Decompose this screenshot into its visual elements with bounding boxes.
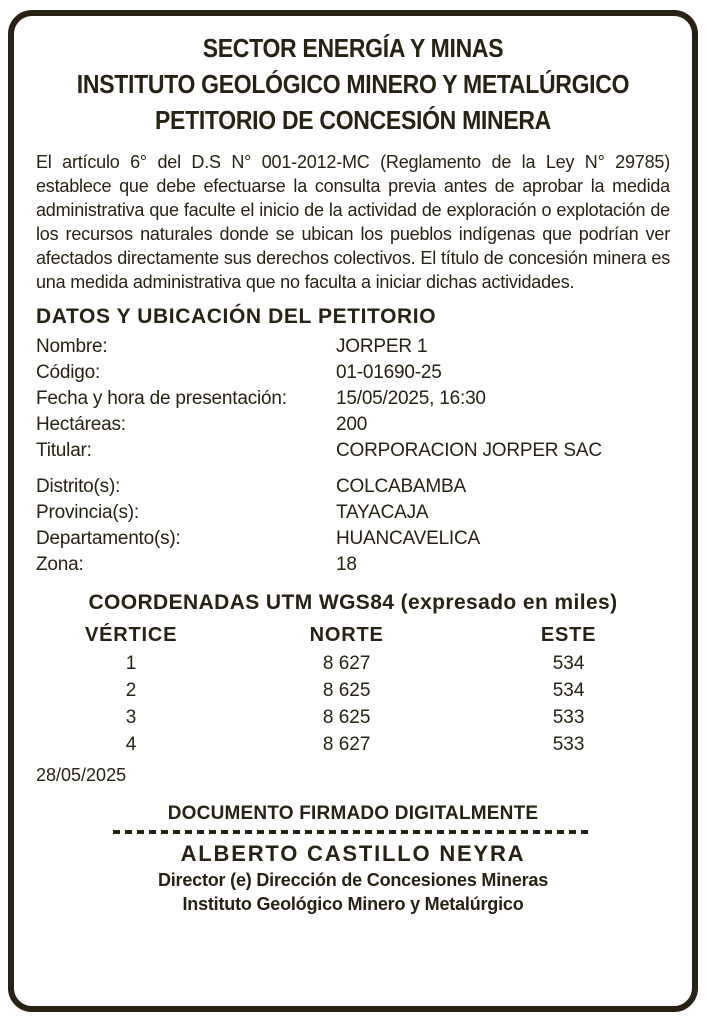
field-label: Código: bbox=[36, 362, 101, 383]
field-label: Distrito(s): bbox=[36, 476, 121, 497]
field-label: Hectáreas: bbox=[36, 414, 126, 435]
field-label: Provincia(s): bbox=[36, 502, 139, 523]
doc-title-petition: PETITORIO DE CONCESIÓN MINERA bbox=[155, 105, 551, 135]
cell-vertice: 3 bbox=[125, 707, 137, 728]
cell-norte: 8 625 bbox=[322, 680, 371, 701]
document-sheet bbox=[8, 10, 698, 1012]
coordinates-header-row bbox=[36, 620, 670, 650]
table-row bbox=[36, 704, 670, 731]
field-label: Zona: bbox=[36, 554, 84, 575]
field-row-provincia bbox=[36, 500, 670, 526]
location-fields bbox=[36, 474, 670, 578]
digitally-signed-note: DOCUMENTO FIRMADO DIGITALMENTE bbox=[167, 803, 539, 824]
field-value: 01-01690-25 bbox=[336, 362, 442, 383]
field-row-codigo bbox=[36, 360, 670, 386]
field-value: 18 bbox=[336, 554, 357, 575]
signature-divider bbox=[113, 830, 593, 834]
coordinates-heading: COORDENADAS UTM WGS84 (expresado en miles) bbox=[88, 591, 618, 614]
cell-este: 533 bbox=[552, 734, 585, 755]
cell-este: 534 bbox=[552, 653, 585, 674]
cell-vertice: 4 bbox=[125, 734, 137, 755]
field-label: Departamento(s): bbox=[36, 528, 181, 549]
field-value: HUANCAVELICA bbox=[336, 528, 481, 549]
document-header bbox=[36, 30, 670, 138]
cell-vertice: 2 bbox=[125, 680, 137, 701]
field-row-distrito bbox=[36, 474, 670, 500]
field-label: Fecha y hora de presentación: bbox=[36, 388, 287, 409]
field-value: 200 bbox=[336, 414, 368, 435]
table-row bbox=[36, 650, 670, 677]
cell-norte: 8 625 bbox=[322, 707, 371, 728]
signatory-institution: Instituto Geológico Minero y Metalúrgico bbox=[182, 894, 524, 914]
field-row-departamento bbox=[36, 526, 670, 552]
cell-norte: 8 627 bbox=[322, 734, 371, 755]
signatory-title: Director (e) Dirección de Concesiones Mineras bbox=[157, 870, 549, 890]
field-row-fecha bbox=[36, 386, 670, 412]
field-row-nombre bbox=[36, 334, 670, 360]
table-row bbox=[36, 731, 670, 758]
col-header-este: ESTE bbox=[540, 624, 597, 646]
field-row-zona bbox=[36, 552, 670, 578]
doc-title-sector: SECTOR ENERGÍA Y MINAS bbox=[202, 33, 504, 63]
cell-norte: 8 627 bbox=[322, 653, 371, 674]
intro-paragraph: El artículo 6° del D.S N° 001-2012-MC (Reglamento de la Ley N° 29785) establece que debe efectuarse la consulta previa antes de aprobar la medida administrativa que faculte el inicio de la actividad de exploración o explotación de los recursos naturales donde se ubican los pueblos indígenas que podrían ver afectados directamente sus derechos colectivos. El título de concesión minera es una medida administrativa que no faculta a iniciar dichas actividades. bbox=[36, 152, 670, 292]
field-value: TAYACAJA bbox=[336, 502, 429, 523]
doc-title-institute: INSTITUTO GEOLÓGICO MINERO Y METALÚRGICO bbox=[76, 69, 630, 99]
cell-este: 533 bbox=[552, 707, 585, 728]
signatory-name: ALBERTO CASTILLO NEYRA bbox=[180, 841, 526, 866]
signature-block bbox=[36, 802, 670, 916]
cell-vertice: 1 bbox=[125, 653, 137, 674]
section-heading-datos: DATOS Y UBICACIÓN DEL PETITORIO bbox=[36, 305, 437, 328]
coordinates-table bbox=[36, 620, 670, 758]
col-header-vertice: VÉRTICE bbox=[84, 624, 178, 646]
petition-fields bbox=[36, 334, 670, 464]
field-label: Nombre: bbox=[36, 336, 108, 357]
publication-date: 28/05/2025 bbox=[36, 765, 127, 785]
field-row-hectareas bbox=[36, 412, 670, 438]
col-header-norte: NORTE bbox=[309, 624, 384, 646]
field-label: Titular: bbox=[36, 440, 92, 461]
cell-este: 534 bbox=[552, 680, 585, 701]
field-value: CORPORACION JORPER SAC bbox=[336, 440, 602, 461]
field-value: JORPER 1 bbox=[336, 336, 428, 357]
field-value: 15/05/2025, 16:30 bbox=[336, 388, 486, 409]
field-row-titular bbox=[36, 438, 670, 464]
table-row bbox=[36, 677, 670, 704]
field-value: COLCABAMBA bbox=[336, 476, 466, 497]
